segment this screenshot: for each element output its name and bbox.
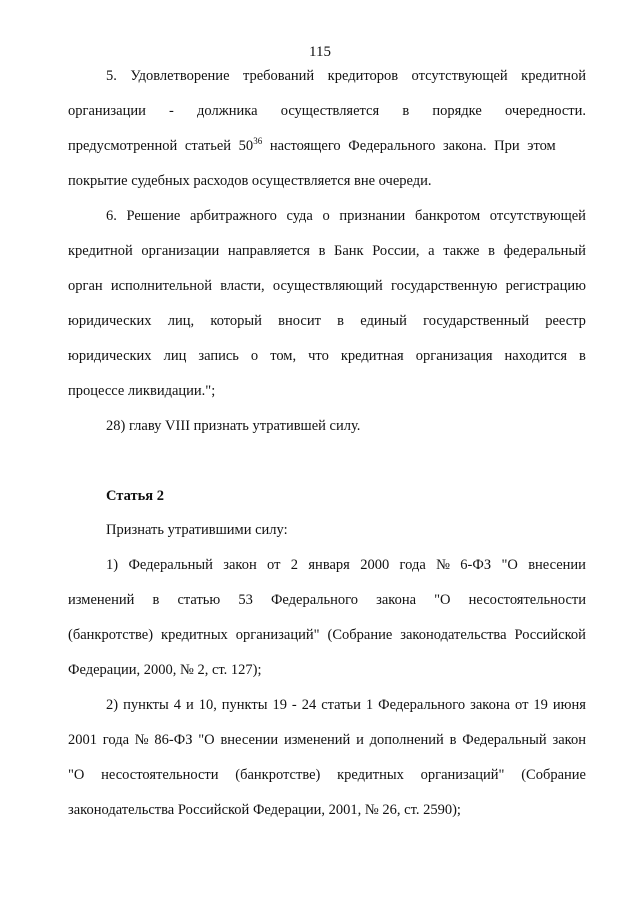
word: государственный bbox=[423, 313, 529, 329]
word: "О bbox=[198, 732, 215, 748]
word: статью bbox=[177, 592, 221, 608]
word: кредитных bbox=[337, 767, 404, 783]
word: 2001 bbox=[68, 732, 97, 748]
word: юридических bbox=[68, 313, 152, 329]
text-line bbox=[68, 626, 586, 644]
word: запись bbox=[198, 348, 239, 364]
word: 24 bbox=[301, 697, 317, 713]
word: о bbox=[322, 208, 330, 224]
word: требований bbox=[242, 68, 315, 84]
word: 2 bbox=[290, 557, 299, 573]
word: очередности. bbox=[504, 103, 586, 119]
word: изменений bbox=[68, 592, 135, 608]
word: несостоятельности bbox=[468, 592, 586, 608]
word: 19 bbox=[533, 697, 548, 713]
word: кредитная bbox=[340, 348, 404, 364]
word: регистрацию bbox=[505, 278, 586, 294]
text-line: процессе ликвидации."; bbox=[68, 383, 216, 399]
word: находится bbox=[504, 348, 568, 364]
word: организация bbox=[415, 348, 493, 364]
text-line bbox=[68, 277, 586, 295]
word: января bbox=[308, 557, 350, 573]
text-segment: настоящего Федерального закона. При этом bbox=[262, 138, 556, 154]
word: 19 bbox=[272, 697, 287, 713]
word: организации bbox=[68, 103, 146, 119]
word: в bbox=[488, 243, 495, 259]
word: Решение bbox=[126, 208, 181, 224]
word: государственную bbox=[390, 278, 498, 294]
word: "О bbox=[501, 557, 518, 573]
text-line: Федерации, 2000, № 2, ст. 127); bbox=[68, 662, 262, 678]
word: 4 bbox=[173, 697, 181, 713]
word: и bbox=[185, 697, 194, 713]
word: о bbox=[250, 348, 259, 364]
word: (банкротстве) bbox=[235, 767, 321, 783]
text-line: 28) главу VIII признать утратившей силу. bbox=[106, 418, 361, 434]
word: - bbox=[291, 697, 297, 713]
word: № bbox=[134, 732, 149, 748]
text-line bbox=[68, 766, 586, 784]
word: Российской bbox=[514, 627, 586, 643]
word: закона bbox=[470, 697, 511, 713]
word: России, bbox=[372, 243, 420, 259]
word: 86-ФЗ bbox=[154, 732, 193, 748]
text-line bbox=[106, 67, 586, 85]
word: банкротом bbox=[414, 208, 481, 224]
word: направляется bbox=[227, 243, 310, 259]
word: дополнений bbox=[369, 732, 444, 748]
text-line: покрытие судебных расходов осуществляется вне очереди. bbox=[68, 173, 432, 189]
word: отсутствующей bbox=[411, 68, 508, 84]
page-number: 115 bbox=[309, 44, 331, 60]
word: также bbox=[443, 243, 480, 259]
text-line bbox=[68, 731, 586, 749]
word: № bbox=[436, 557, 450, 573]
word: Удовлетворение bbox=[130, 68, 230, 84]
word: Федеральный bbox=[128, 557, 213, 573]
word: 1) bbox=[106, 557, 119, 573]
word: в bbox=[579, 348, 586, 364]
word: реестр bbox=[545, 313, 586, 329]
superscript: 36 bbox=[253, 136, 263, 146]
text-line bbox=[68, 102, 586, 120]
word: от bbox=[267, 557, 281, 573]
word: осуществляется bbox=[280, 103, 380, 119]
text-line bbox=[106, 556, 586, 574]
text-line bbox=[68, 137, 586, 155]
word: 1 bbox=[365, 697, 374, 713]
word: суда bbox=[286, 208, 313, 224]
word: в bbox=[152, 592, 160, 608]
section-heading: Статья 2 bbox=[106, 488, 164, 504]
word: том, bbox=[270, 348, 297, 364]
word: арбитражного bbox=[189, 208, 277, 224]
text-line bbox=[106, 696, 586, 714]
word: должника bbox=[197, 103, 258, 119]
word: кредитной bbox=[521, 68, 586, 84]
text-line: Признать утратившими силу: bbox=[106, 522, 288, 538]
text-segment: предусмотренной статьей 50 bbox=[68, 138, 254, 154]
text-line bbox=[106, 207, 586, 225]
word: 2000 bbox=[360, 557, 390, 573]
word: единый bbox=[360, 313, 407, 329]
word: что bbox=[308, 348, 329, 364]
word: (Собрание bbox=[327, 627, 393, 643]
word: федеральный bbox=[503, 243, 586, 259]
word: организаций" bbox=[420, 767, 505, 783]
word: (банкротстве) bbox=[68, 627, 154, 643]
word: 6. bbox=[106, 208, 117, 224]
word: "О bbox=[434, 592, 451, 608]
text-line bbox=[68, 591, 586, 609]
word: Федерального bbox=[270, 592, 358, 608]
text-line bbox=[68, 242, 586, 260]
word: 6-ФЗ bbox=[460, 557, 492, 573]
word: организации bbox=[141, 243, 220, 259]
word: июня bbox=[552, 697, 586, 713]
word: закон bbox=[223, 557, 257, 573]
word: 5. bbox=[106, 68, 117, 84]
word: который bbox=[210, 313, 262, 329]
word: года bbox=[399, 557, 426, 573]
word: кредиторов bbox=[327, 68, 399, 84]
word: в bbox=[318, 243, 326, 259]
word: кредитной bbox=[68, 243, 133, 259]
word: власти, bbox=[220, 278, 265, 294]
word: закона bbox=[376, 592, 417, 608]
word: внесении bbox=[220, 732, 279, 748]
word: и bbox=[356, 732, 364, 748]
word: 53 bbox=[238, 592, 253, 608]
text-line: законодательства Российской Федерации, 2001, № 26, ст. 2590); bbox=[68, 802, 461, 818]
word: "О bbox=[68, 767, 85, 783]
word: (Собрание bbox=[521, 767, 586, 783]
word: исполнительной bbox=[110, 278, 213, 294]
word: лиц bbox=[163, 348, 187, 364]
word: законодательства bbox=[400, 627, 507, 643]
word: вносит bbox=[278, 313, 321, 329]
word: пункты bbox=[123, 697, 169, 713]
word: изменений bbox=[283, 732, 351, 748]
text-line bbox=[68, 347, 586, 365]
word: порядке bbox=[432, 103, 482, 119]
word: лиц, bbox=[167, 313, 195, 329]
word: Федерального bbox=[378, 697, 466, 713]
text-line bbox=[68, 312, 586, 330]
word: - bbox=[169, 103, 174, 119]
word: пункты bbox=[221, 697, 268, 713]
word: Банк bbox=[334, 243, 364, 259]
word: несостоятельности bbox=[101, 767, 219, 783]
word: орган bbox=[68, 278, 103, 294]
word: внесении bbox=[528, 557, 586, 573]
word: а bbox=[428, 243, 435, 259]
word: юридических bbox=[68, 348, 152, 364]
word: закон bbox=[552, 732, 586, 748]
word: в bbox=[402, 103, 410, 119]
word: статьи bbox=[321, 697, 361, 713]
word: Федеральный bbox=[462, 732, 547, 748]
word: 10, bbox=[198, 697, 217, 713]
word: в bbox=[449, 732, 457, 748]
word: кредитных bbox=[161, 627, 228, 643]
word: организаций" bbox=[235, 627, 320, 643]
word: отсутствующей bbox=[489, 208, 586, 224]
word: от bbox=[515, 697, 529, 713]
word: осуществляющий bbox=[272, 278, 383, 294]
word: года bbox=[102, 732, 130, 748]
word: признании bbox=[339, 208, 406, 224]
word: 2) bbox=[106, 697, 119, 713]
word: в bbox=[337, 313, 345, 329]
